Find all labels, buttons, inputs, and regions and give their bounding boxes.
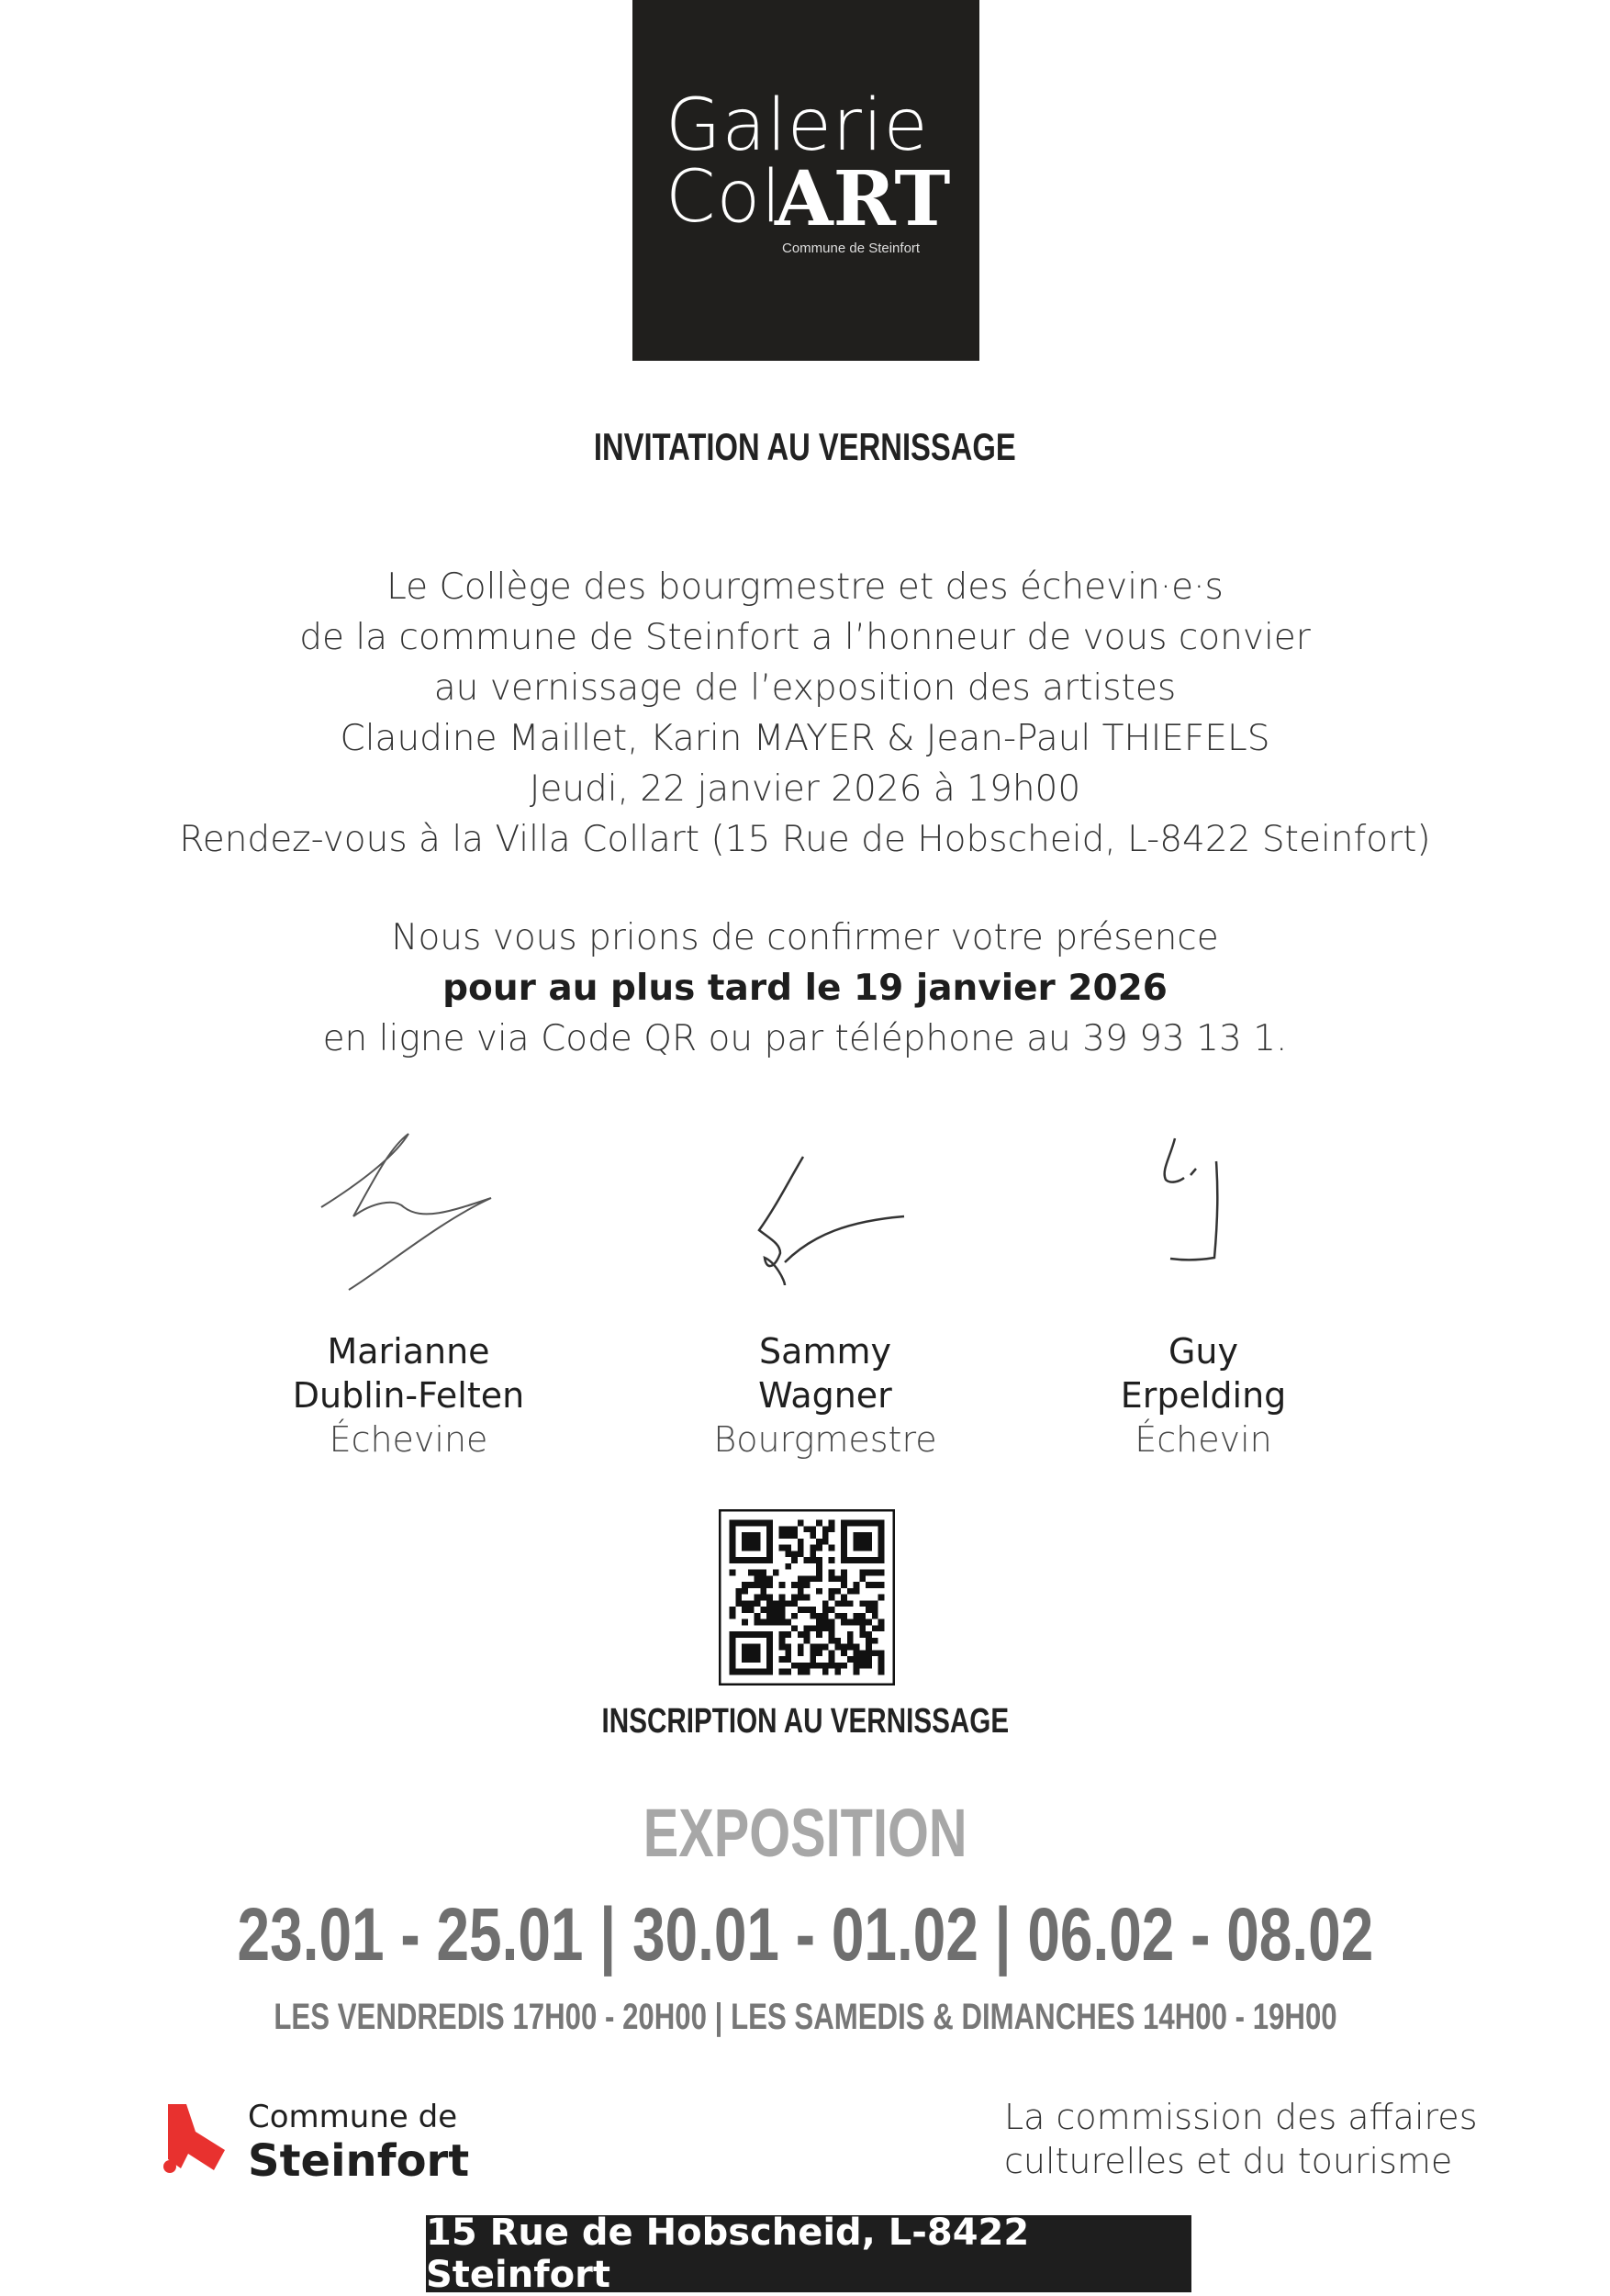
signature-guy-erpelding <box>1152 1134 1244 1271</box>
signer-first-name: Guy <box>1168 1331 1239 1372</box>
commune-name: Steinfort <box>248 2135 470 2187</box>
signer-first-name: Sammy <box>759 1331 891 1372</box>
exposition-title: EXPOSITION <box>643 1795 967 1871</box>
logo-subtitle: Commune de Steinfort <box>782 241 921 256</box>
signer-sammy <box>632 1329 1018 1462</box>
signer-first-name: Marianne <box>327 1331 490 1372</box>
body-line: Le Collège des bourgmestre et des échevin·e·s <box>386 566 1224 608</box>
invitation-title: INVITATION AU VERNISSAGE <box>594 425 1016 468</box>
signer-marianne <box>216 1329 601 1462</box>
signer-guy <box>1011 1329 1396 1462</box>
exposition-dates: 23.01 - 25.01 | 30.01 - 01.02 | 06.02 - 08.02 <box>237 1893 1373 1977</box>
address-bar <box>426 2212 1191 2296</box>
body-line: au vernissage de l’exposition des artistes <box>433 667 1177 709</box>
signature-sammy-wagner <box>748 1152 913 1290</box>
galerie-collart-logo <box>632 0 979 361</box>
commune-label: Commune de <box>248 2099 458 2135</box>
rsvp-deadline: pour au plus tard le 19 janvier 2026 <box>442 968 1168 1009</box>
rsvp-block <box>0 913 1610 1064</box>
rsvp-line: Nous vous prions de confirmer votre présence <box>391 917 1219 958</box>
commission-text <box>1004 2095 1478 2183</box>
signer-role: Échevine <box>329 1419 488 1460</box>
qr-label: INSCRIPTION AU VERNISSAGE <box>601 1702 1009 1741</box>
logo-line-col: Col <box>665 156 782 239</box>
body-line: de la commune de Steinfort a l’honneur de vous convier <box>299 617 1311 658</box>
exposition-hours-row <box>0 1996 1610 2038</box>
signer-role: Échevin <box>1135 1419 1272 1460</box>
exposition-dates-row <box>0 1891 1610 1978</box>
invitation-body <box>0 562 1610 865</box>
invitation-title-row <box>0 424 1610 469</box>
signer-last-name: Wagner <box>758 1375 892 1416</box>
body-line-date: Jeudi, 22 janvier 2026 à 19h00 <box>529 768 1081 810</box>
exposition-hours: LES VENDREDIS 17H00 - 20H00 | LES SAMEDIS & DIMANCHES 14H00 - 19H00 <box>273 1997 1337 2037</box>
address-text: 15 Rue de Hobscheid, L-8422 Steinfort <box>426 2212 1030 2296</box>
signer-last-name: Dublin-Felten <box>292 1375 525 1416</box>
commission-line: La commission des affaires <box>1004 2097 1478 2137</box>
body-line-venue: Rendez-vous à la Villa Collart (15 Rue de Hobscheid, L-8422 Steinfort) <box>179 819 1431 860</box>
commission-line: culturelles et du tourisme <box>1004 2141 1453 2181</box>
steinfort-logo-icon <box>161 2102 229 2176</box>
signer-last-name: Erpelding <box>1120 1375 1287 1416</box>
rsvp-line: en ligne via Code QR ou par téléphone au 39 93 13 1. <box>322 1018 1288 1059</box>
qr-code[interactable] <box>719 1509 895 1686</box>
qr-label-row <box>0 1700 1610 1742</box>
signature-marianne-dublin-felten <box>303 1120 505 1294</box>
exposition-title-row <box>0 1794 1610 1873</box>
logo-line-galerie: Galerie <box>665 84 929 167</box>
signer-role: Bourgmestre <box>713 1419 937 1460</box>
logo-line-art: ART <box>775 155 951 243</box>
body-line-artists: Claudine Maillet, Karin MAYER & Jean-Paul THIEFELS <box>340 718 1270 759</box>
